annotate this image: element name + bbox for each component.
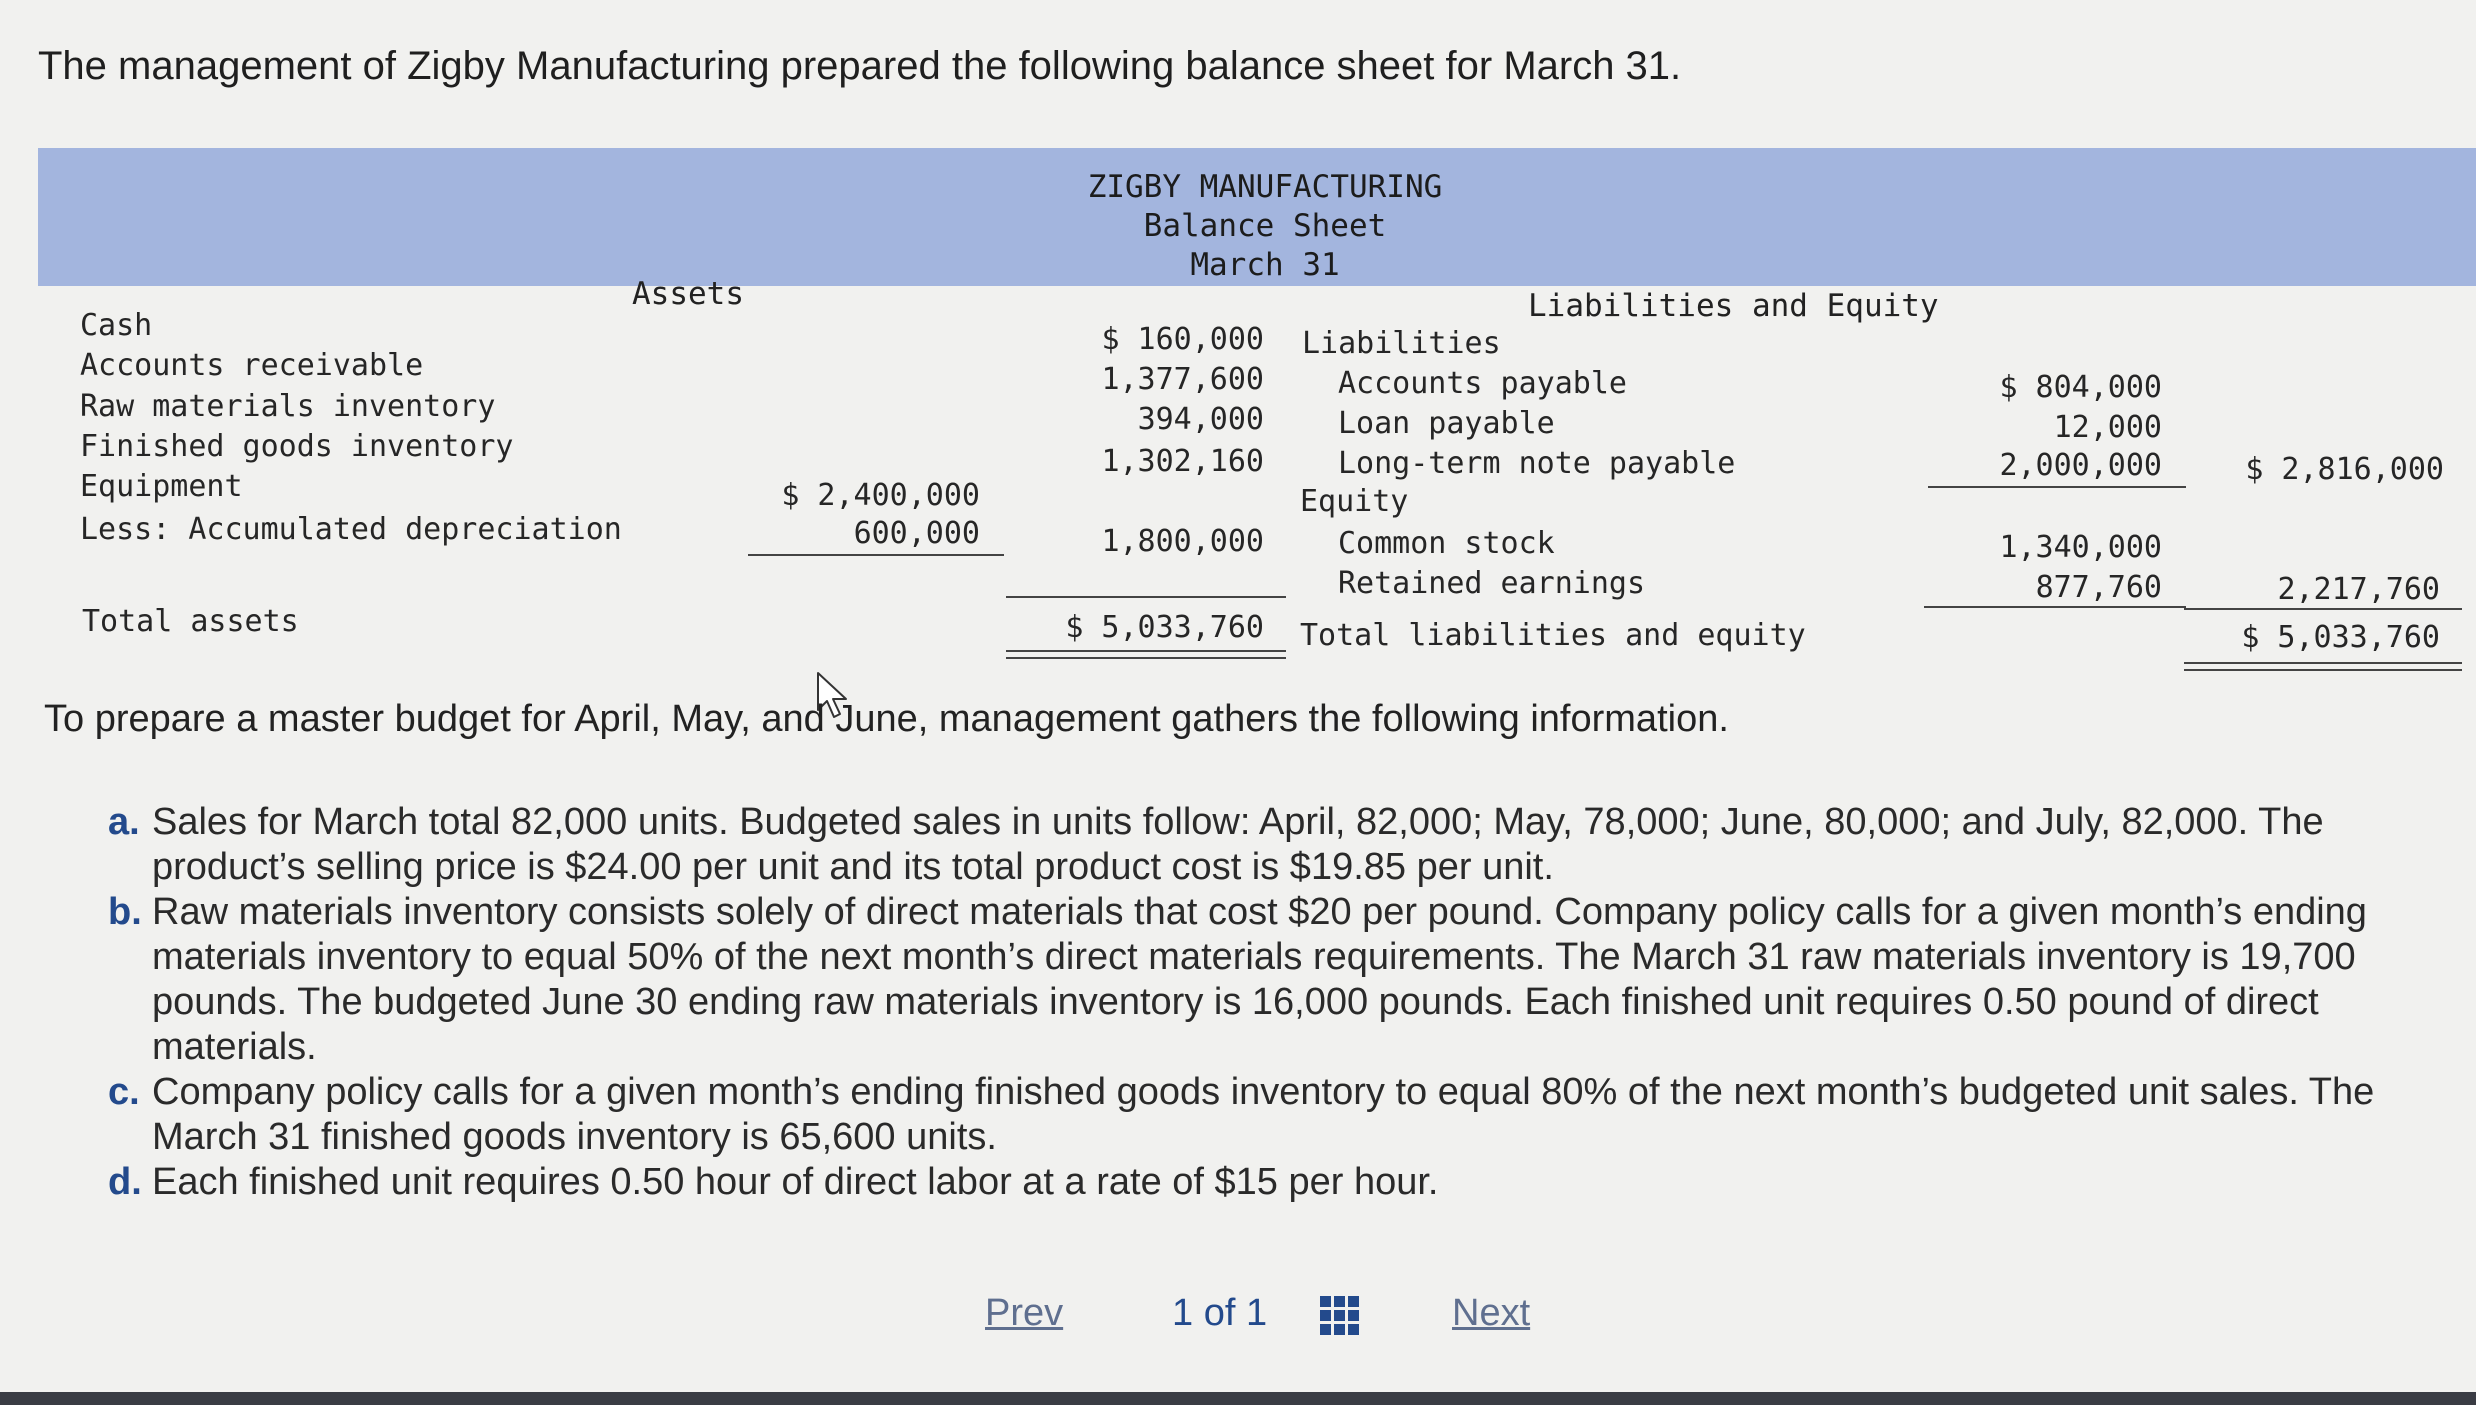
total-assets-amount: $ 5,033,760	[1065, 610, 1264, 645]
list-item	[108, 890, 2438, 1070]
information-list	[108, 800, 2438, 1205]
list-item	[108, 1070, 2438, 1160]
liab-label-note: Long-term note payable	[1338, 446, 1736, 481]
accum-dep-amount: 600,000	[853, 516, 980, 551]
liab-amount-loan: 12,000	[2053, 410, 2162, 445]
equity-label-retained: Retained earnings	[1338, 566, 1646, 601]
total-liab-equity-label: Total liabilities and equity	[1300, 618, 1806, 653]
liab-equity-heading: Liabilities and Equity	[1528, 288, 1939, 324]
list-item	[108, 800, 2438, 890]
item-text: Raw materials inventory consists solely of direct materials that cost $20 per pound. Company policy calls for a given month’s ending materials inventory to equal 50% of the next month’s direct materials requirements. The March 31 raw materials inventory is 19,700 pounds. The budgeted June 30 ending raw materials inventory is 16,000 pounds. Each finished unit requires 0.50 pound of direct materials.	[152, 891, 2367, 1068]
item-text: Company policy calls for a given month’s ending finished goods inventory to equal 80% of the next month’s budgeted unit sales. The March 31 finished goods inventory is 65,600 units.	[152, 1071, 2375, 1158]
asset-label-raw-materials: Raw materials inventory	[80, 389, 496, 424]
asset-amount-raw-materials: 394,000	[1137, 402, 1264, 437]
equipment-amount: $ 2,400,000	[781, 478, 980, 513]
item-letter: c.	[108, 1071, 140, 1113]
budget-prompt: To prepare a master budget for April, May, and June, management gathers the following information.	[44, 698, 1729, 740]
grid-icon[interactable]	[1318, 1294, 1362, 1338]
item-text: Sales for March total 82,000 units. Budgeted sales in units follow: April, 82,000; May, 78,000; June, 80,000; and July, 82,000. The product’s selling price is $24.00 per unit and its total product cost is $19.85 per unit.	[152, 801, 2324, 888]
item-text: Each finished unit requires 0.50 hour of direct labor at a rate of $15 per hour.	[152, 1161, 1439, 1203]
asset-amount-finished-goods: 1,302,160	[1101, 444, 1264, 479]
liab-total: $ 2,816,000	[2245, 452, 2444, 487]
intro-text: The management of Zigby Manufacturing prepared the following balance sheet for March 31.	[38, 44, 1682, 88]
equity-rule	[1924, 606, 2186, 608]
asset-label-finished-goods: Finished goods inventory	[80, 429, 514, 464]
liab-label-loan: Loan payable	[1338, 406, 1555, 441]
asset-label-equipment: Equipment	[80, 469, 243, 504]
equity-amount-retained: 877,760	[2035, 570, 2162, 605]
statement-name: Balance Sheet	[1143, 208, 1387, 244]
item-letter: d.	[108, 1161, 142, 1203]
assets-heading: Assets	[632, 276, 744, 312]
statement-date: March 31	[1190, 247, 1340, 283]
liab-rule	[1928, 486, 2186, 488]
total-liab-equity-amount: $ 5,033,760	[2241, 620, 2440, 655]
equity-label-common: Common stock	[1338, 526, 1555, 561]
total-liab-equity-double-rule	[2184, 662, 2462, 671]
next-button[interactable]: Next	[1452, 1292, 1531, 1334]
asset-label-accum-dep: Less: Accumulated depreciation	[80, 512, 622, 547]
prev-button[interactable]: Prev	[985, 1292, 1064, 1334]
sub-rule	[748, 554, 1004, 556]
asset-amount-cash: $ 160,000	[1101, 322, 1264, 357]
list-item	[108, 1160, 2438, 1205]
company-name: ZIGBY MANUFACTURING	[1087, 169, 1443, 205]
equity-label: Equity	[1300, 484, 1409, 519]
item-letter: a.	[108, 801, 140, 843]
liab-amount-note: 2,000,000	[1999, 448, 2162, 483]
statement-title	[1000, 168, 1530, 285]
item-letter: b.	[108, 891, 142, 933]
bottom-edge-bar	[0, 1392, 2476, 1405]
total-assets-double-rule	[1006, 650, 1286, 659]
total-assets-label: Total assets	[82, 604, 299, 639]
equity-total: 2,217,760	[2277, 572, 2440, 607]
pagination	[0, 1292, 2476, 1352]
asset-label-ar: Accounts receivable	[80, 348, 424, 383]
liab-amount-ap: $ 804,000	[1999, 370, 2162, 405]
assets-rule	[1006, 596, 1286, 598]
equity-amount-common: 1,340,000	[1999, 530, 2162, 565]
asset-amount-ar: 1,377,600	[1101, 362, 1264, 397]
equity-total-rule	[2184, 608, 2462, 610]
liabilities-label: Liabilities	[1302, 326, 1501, 361]
liab-label-ap: Accounts payable	[1338, 366, 1627, 401]
asset-amount-equipment-net: 1,800,000	[1101, 524, 1264, 559]
asset-label-cash: Cash	[80, 308, 153, 343]
page-count: 1 of 1	[1172, 1292, 1268, 1334]
